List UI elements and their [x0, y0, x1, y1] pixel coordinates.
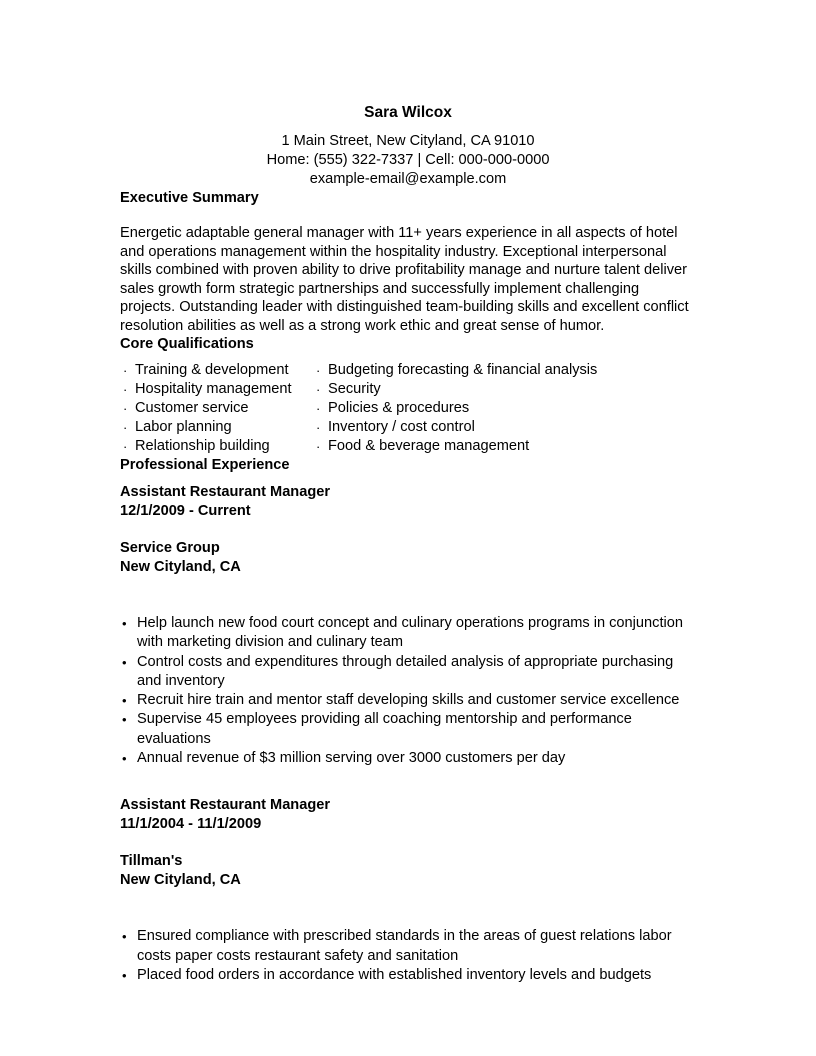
list-item: [313, 418, 696, 437]
bullet-text: Placed food orders in accordance with established inventory levels and budgets: [137, 966, 652, 983]
candidate-name: Sara Wilcox: [364, 104, 452, 121]
job-bullet-list: [120, 614, 696, 768]
list-item: [120, 380, 313, 399]
email-line: example-email@example.com: [309, 171, 507, 187]
bullet-icon: •: [122, 693, 127, 709]
job-location: New Cityland, CA: [120, 559, 241, 575]
list-item: [120, 653, 696, 692]
bullet-icon: •: [122, 967, 127, 983]
job-company: Service Group: [120, 540, 220, 556]
qualification-label: Budgeting forecasting & financial analysis: [328, 362, 598, 378]
job-entry: [120, 796, 696, 985]
list-item: [313, 437, 696, 456]
list-item: [120, 437, 313, 456]
list-item: [120, 927, 696, 966]
list-item: [120, 710, 696, 749]
qualifications-right-column: [313, 361, 696, 456]
phone-line: Home: (555) 322-7337 | Cell: 000-000-0000: [266, 152, 550, 168]
qualification-label: Labor planning: [135, 419, 232, 435]
bullet-icon: ·: [316, 420, 321, 435]
qualification-label: Customer service: [135, 400, 249, 416]
bullet-icon: ·: [123, 401, 128, 416]
list-item: [120, 691, 696, 710]
bullet-text: Ensured compliance with prescribed standards in the areas of guest relations labor costs paper costs restaurant safety and sanitation: [137, 928, 672, 964]
bullet-text: Control costs and expenditures through detailed analysis of appropriate purchasing and inventory: [137, 653, 674, 689]
job-dates: 11/1/2004 - 11/1/2009: [120, 816, 262, 833]
bullet-icon: ·: [316, 439, 321, 454]
core-qualifications-heading: Core Qualifications: [120, 336, 254, 352]
list-item: [313, 361, 696, 380]
qualification-label: Security: [328, 381, 381, 397]
job-location: New Cityland, CA: [120, 872, 241, 889]
qualification-label: Inventory / cost control: [328, 419, 475, 435]
bullet-icon: •: [122, 616, 127, 631]
job-dates: 12/1/2009 - Current: [120, 503, 251, 519]
core-qualifications-list: [120, 361, 696, 456]
list-item: [120, 966, 696, 985]
list-item: [120, 399, 313, 418]
job-entry: [120, 483, 696, 768]
bullet-text: Annual revenue of $3 million serving over 3000 customers per day: [137, 750, 566, 767]
qualifications-left-column: [120, 361, 313, 456]
list-item: [120, 749, 696, 768]
list-item: [313, 399, 696, 418]
job-title: Assistant Restaurant Manager: [120, 797, 331, 814]
qualification-label: Training & development: [135, 362, 289, 378]
qualification-label: Hospitality management: [135, 381, 292, 397]
job-company-block: [120, 852, 696, 890]
qualification-label: Relationship building: [135, 438, 270, 454]
bullet-icon: •: [122, 654, 127, 670]
qualification-label: Policies & procedures: [328, 400, 470, 416]
bullet-icon: •: [122, 929, 127, 945]
bullet-icon: ·: [123, 439, 128, 454]
bullet-text: Recruit hire train and mentor staff developing skills and customer service excellence: [137, 692, 680, 709]
executive-summary-text: Energetic adaptable general manager with 11+ years experience in all aspects of hotel and operations management within the hospitality industry. Exceptional interpersonal skills combined with proven ability to drive profitability manage and nurture talent deliver sales growth form strategic partnerships and successfully implement challenging projects. Outstanding leader with distinguished team-building skills and excellent conflict resolution abilities as well as a strong work ethic and great sense of humor.: [120, 225, 689, 334]
bullet-icon: ·: [123, 363, 128, 378]
list-item: [120, 418, 313, 437]
address-line: 1 Main Street, New Cityland, CA 91010: [281, 133, 535, 149]
professional-experience-heading: Professional Experience: [120, 457, 290, 473]
job-title: Assistant Restaurant Manager: [120, 484, 331, 500]
bullet-icon: ·: [316, 363, 321, 378]
bullet-icon: ·: [316, 401, 321, 416]
list-item: [120, 614, 696, 653]
job-company-block: [120, 539, 696, 577]
bullet-icon: ·: [123, 382, 128, 397]
job-bullet-list: [120, 927, 696, 985]
bullet-icon: ·: [123, 420, 128, 435]
executive-summary-heading: Executive Summary: [120, 190, 259, 206]
bullet-icon: •: [122, 712, 127, 728]
qualification-label: Food & beverage management: [328, 438, 530, 454]
job-company: Tillman's: [120, 853, 183, 870]
bullet-icon: ·: [316, 382, 321, 397]
bullet-text: Supervise 45 employees providing all coaching mentorship and performance evaluations: [137, 711, 632, 747]
bullet-text: Help launch new food court concept and culinary operations programs in conjunction with marketing division and culinary team: [137, 615, 683, 651]
resume-header: [120, 103, 696, 189]
list-item: [313, 380, 696, 399]
bullet-icon: •: [122, 751, 127, 767]
list-item: [120, 361, 313, 380]
